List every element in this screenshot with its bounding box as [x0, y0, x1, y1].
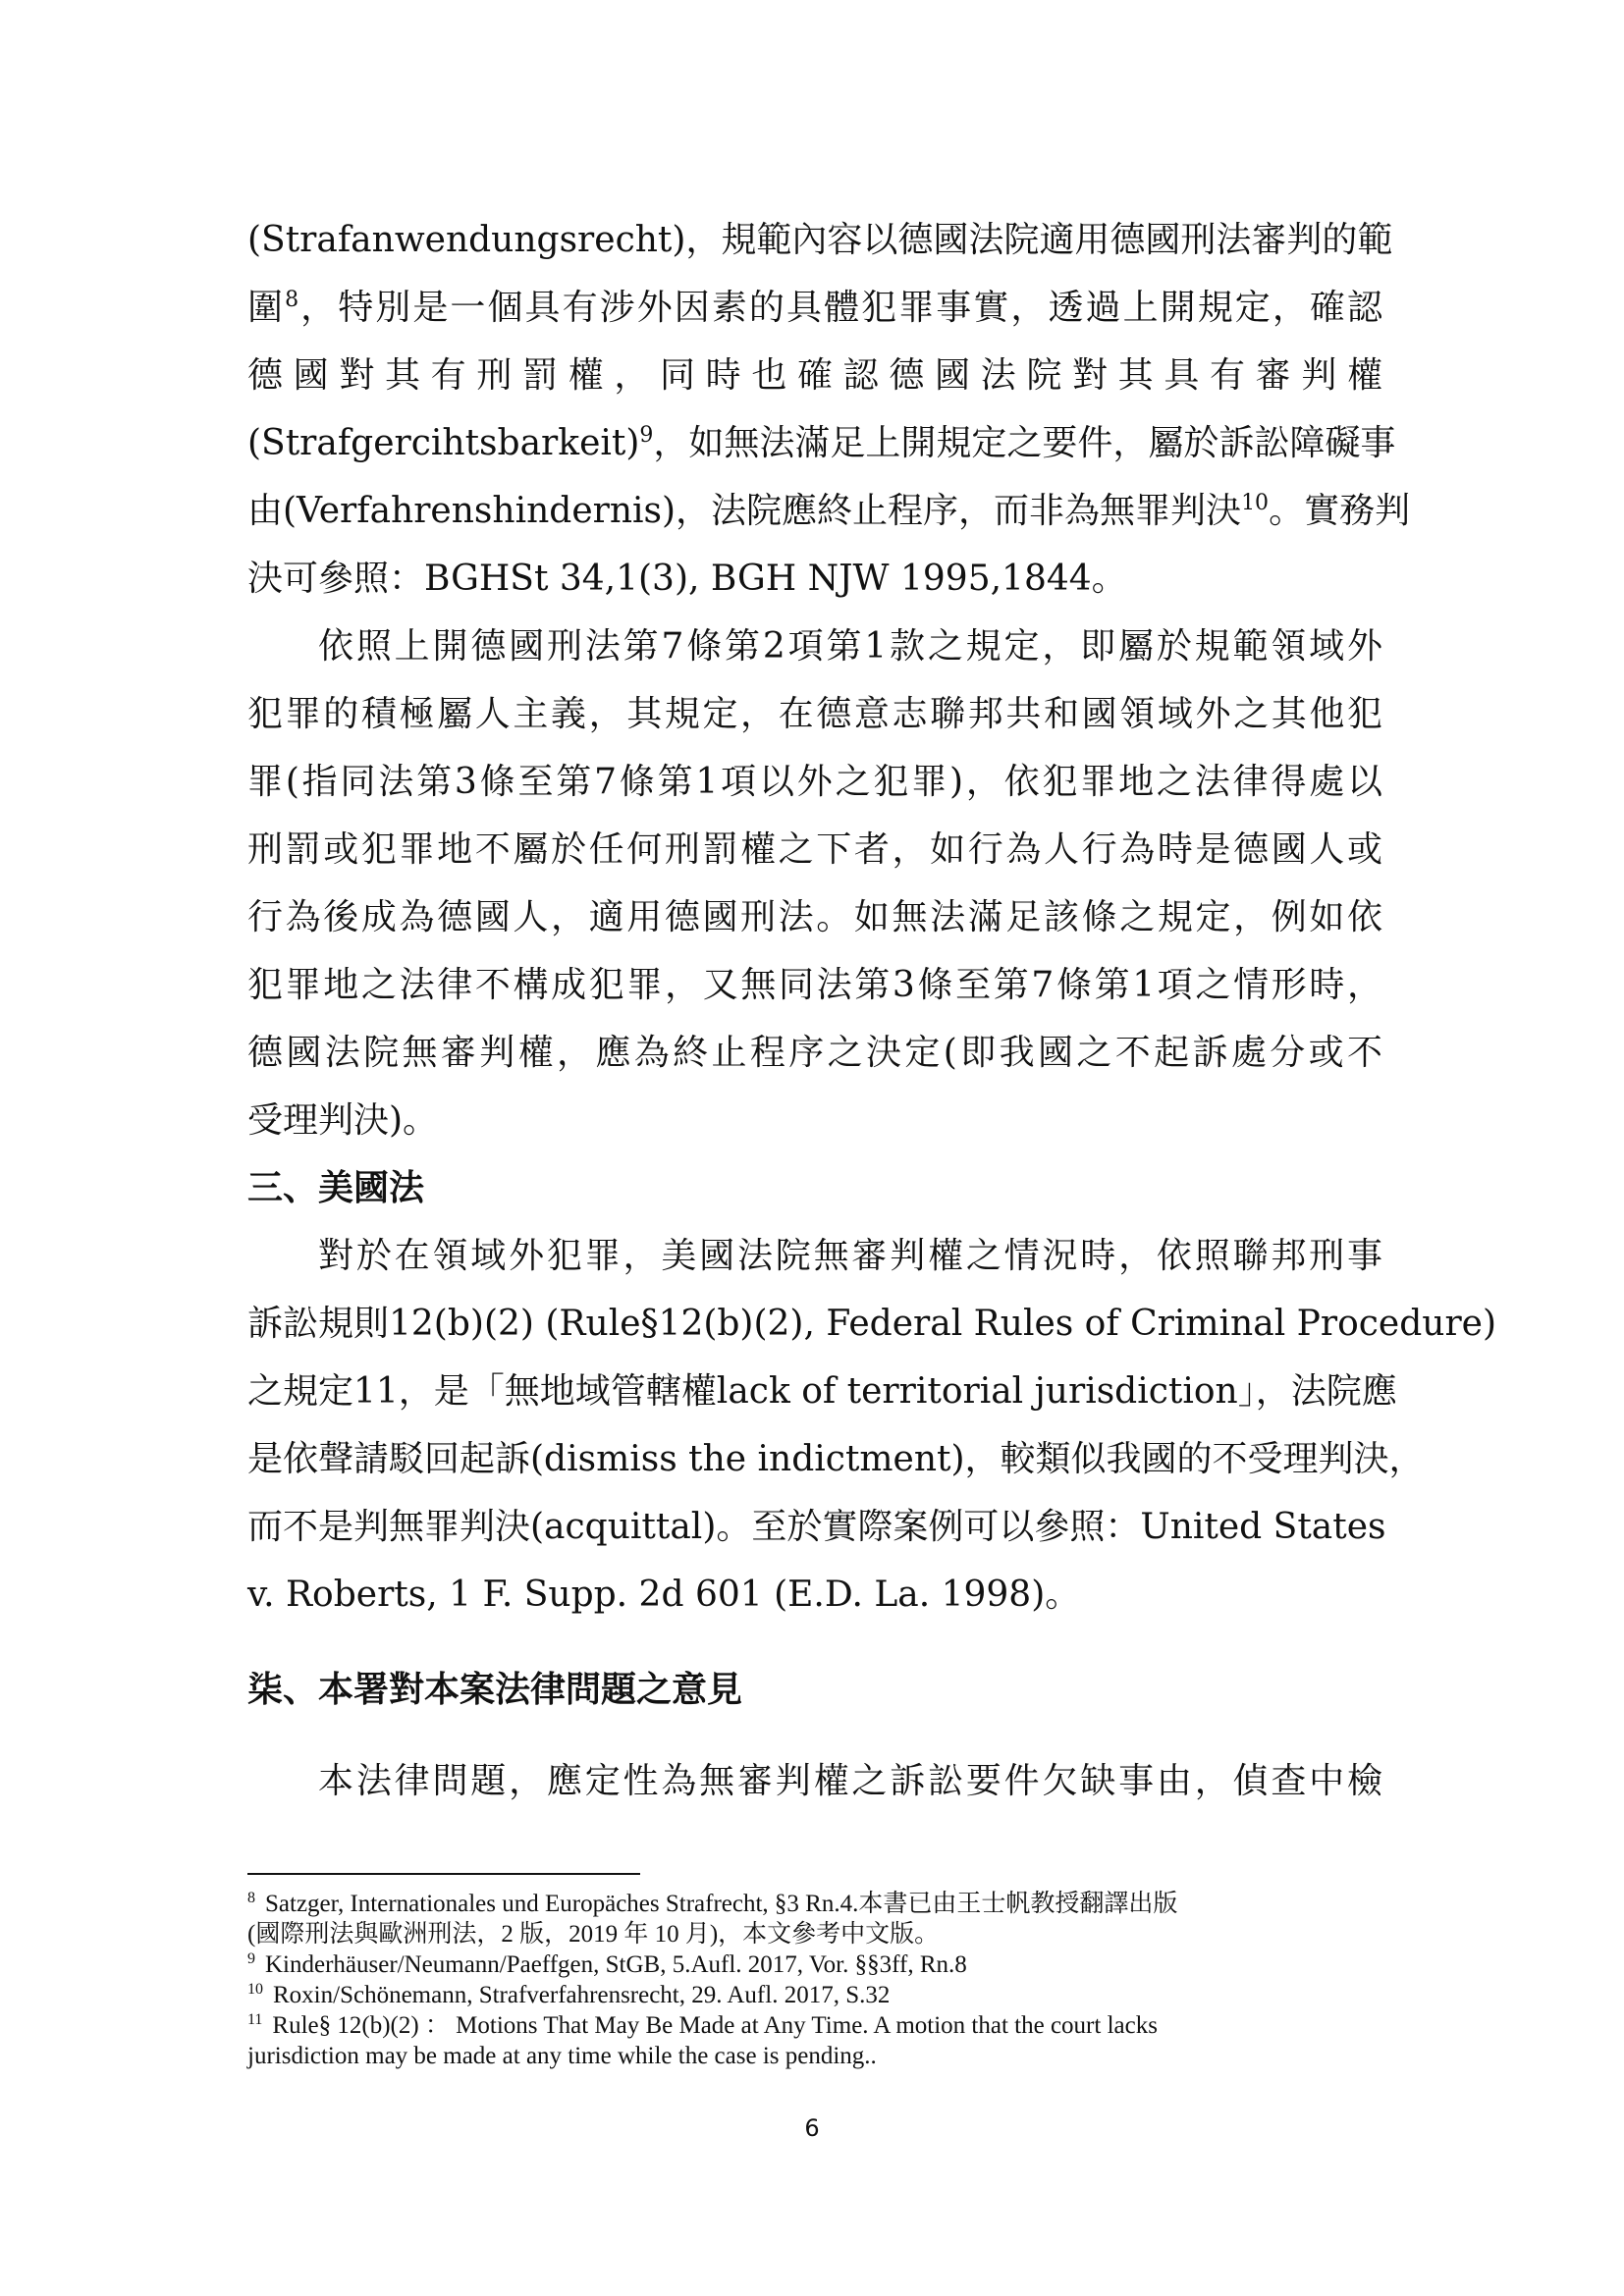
footnote-9 — [247, 1949, 1382, 1980]
paragraph-line — [247, 409, 1396, 477]
text-run: ，如無法滿足上開規定之要件，屬於訴訟障礙事 — [653, 423, 1396, 463]
paragraph-line: 決可參照：BGHSt 34,1(3), BGH NJW 1995,1844。 — [247, 559, 1127, 599]
footnote-text: Roxin/Schönemann, Strafverfahrensrecht, 29. Aufl. 2017, S.32 — [273, 1982, 891, 2008]
paragraph-line: (Strafanwendungsrecht)，規範內容以德國法院適用德國刑法審判的範 — [247, 220, 1393, 260]
footnote-8-continued: (國際刑法與歐洲刑法，2 版，2019 年 10 月)，本文參考中文版。 — [247, 1921, 940, 1948]
paragraph-line: 訴訟規則12(b)(2) (Rule§12(b)(2), Federal Rules of Criminal Procedure) — [247, 1304, 1497, 1344]
paragraph-line: 德國對其有刑罰權，同時也確認德國法院對其具有審判權 — [247, 355, 1382, 396]
footnote-number: 8 — [247, 1889, 255, 1906]
footnote-text: Satzger, Internationales und Europäches Strafrecht, §3 Rn.4.本書已由王士帆教授翻譯出版 — [265, 1891, 1178, 1917]
paragraph-line — [247, 477, 1411, 545]
paragraph-line: 依照上開德國刑法第7條第2項第1款之規定，即屬於規範領域外 — [318, 626, 1382, 667]
paragraph-line: 是依聲請駁回起訴(dismiss the indictment)，較類似我國的不受理判決， — [247, 1439, 1425, 1479]
text-run: 。實務判 — [1269, 491, 1411, 531]
paragraph-line: 之規定11，是「無地域管轄權lack of territorial jurisdiction」，法院應 — [247, 1371, 1397, 1412]
section-heading: 三、美國法 — [247, 1167, 425, 1208]
paragraph-line: 對於在領域外犯罪，美國法院無審判權之情況時，依照聯邦刑事 — [318, 1236, 1382, 1276]
paragraph-line: 刑罰或犯罪地不屬於任何刑罰權之下者，如行為人行為時是德國人或 — [247, 829, 1382, 870]
footnote-ref[interactable]: 10 — [1241, 491, 1270, 515]
paragraph-line: 而不是判無罪判決(acquittal)。至於實際案例可以參照：United States — [247, 1507, 1386, 1547]
paragraph-line: 行為後成為德國人，適用德國刑法。如無法滿足該條之規定，例如依 — [247, 897, 1382, 937]
footnote-text: Rule§ 12(b)(2) ： Motions That May Be Made at Any Time. A motion that the court lacks — [272, 2012, 1158, 2039]
body-text — [247, 206, 1497, 1815]
chapter-heading: 柒、本署對本案法律問題之意見 — [247, 1669, 743, 1710]
footnote-11 — [247, 2010, 1382, 2041]
paragraph-line — [247, 274, 1382, 342]
footnote-number: 10 — [247, 1980, 263, 1998]
paragraph-line: 德國法院無審判權，應為終止程序之決定(即我國之不起訴處分或不 — [247, 1033, 1382, 1073]
footnote-text: Kinderhäuser/Neumann/Paeffgen, StGB, 5.Aufl. 2017, Vor. §§3ff, Rn.8 — [265, 1951, 967, 1978]
text-run: 圍 — [247, 288, 286, 328]
text-run: ，特別是一個具有涉外因素的具體犯罪事實，透過上開規定，確認 — [298, 288, 1382, 328]
paragraph-line: 罪(指同法第3條至第7條第1項以外之犯罪)，依犯罪地之法律得處以 — [247, 762, 1382, 802]
footnote-separator — [247, 1873, 640, 1875]
text-run: 由(Verfahrenshindernis)，法院應終止程序，而非為無罪判決 — [247, 491, 1242, 531]
footnote-10 — [247, 1980, 1382, 2010]
paragraph-line: 受理判決)。 — [247, 1100, 439, 1141]
text-run: (Strafgercihtsbarkeit) — [247, 423, 640, 463]
footnote-11-continued: jurisdiction may be made at any time while the case is pending.. — [247, 2043, 877, 2069]
paragraph-line: 犯罪的積極屬人主義，其規定，在德意志聯邦共和國領域外之其他犯 — [247, 694, 1382, 734]
footnote-ref[interactable]: 9 — [639, 423, 654, 448]
footnotes — [247, 1889, 1382, 2071]
page-number: 6 — [804, 2114, 820, 2142]
footnote-number: 9 — [247, 1949, 255, 1967]
footnote-8 — [247, 1889, 1382, 1919]
footnote-ref[interactable]: 8 — [285, 288, 299, 312]
paragraph-line: 犯罪地之法律不構成犯罪，又無同法第3條至第7條第1項之情形時， — [247, 965, 1382, 1005]
paragraph-line: 本法律問題，應定性為無審判權之訴訟要件欠缺事由，偵查中檢 — [318, 1761, 1382, 1801]
paragraph-line: v. Roberts, 1 F. Supp. 2d 601 (E.D. La. 1998)。 — [247, 1575, 1081, 1615]
footnote-number: 11 — [247, 2010, 263, 2028]
